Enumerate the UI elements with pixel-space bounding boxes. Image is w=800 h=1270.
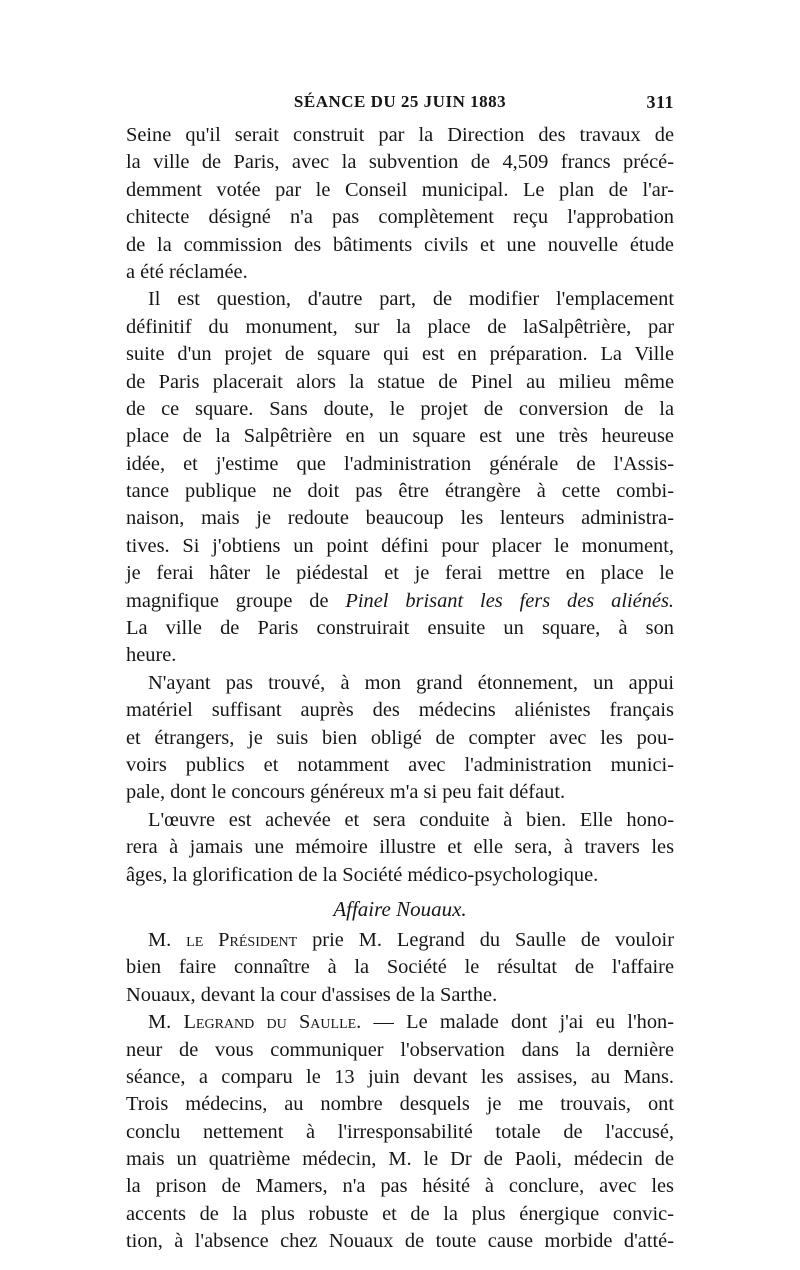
- speaker-name: M. le Président: [148, 928, 298, 951]
- text-line: de la commission des bâtiments civils et une nouvelle étude: [126, 233, 674, 256]
- paragraph-2: [126, 286, 674, 669]
- text-line: naison, mais je redoute beaucoup les lenteurs administra-: [126, 507, 674, 530]
- text-line: a été réclamée.: [126, 260, 248, 283]
- text-line: La ville de Paris construirait ensuite un square, à son: [126, 617, 674, 640]
- text-line: de Paris placerait alors la statue de Pinel au milieu même: [126, 370, 674, 393]
- text-span: — Le malade dont j'ai eu l'hon-: [361, 1011, 675, 1034]
- text-line: mais un quatrième médecin, M. le Dr de Paoli, médecin de: [126, 1148, 674, 1171]
- text-line: tives. Si j'obtiens un point défini pour placer le monument,: [126, 534, 674, 557]
- text-line: accents de la plus robuste et de la plus énergique convic-: [126, 1202, 674, 1225]
- text-line: bien faire connaître à la Société le résultat de l'affaire: [126, 956, 674, 979]
- page-number: 311: [646, 92, 674, 112]
- text-line: pale, dont le concours généreux m'a si peu fait défaut.: [126, 781, 566, 804]
- paragraph-1: [126, 122, 674, 286]
- paragraph-6: [126, 1009, 674, 1256]
- text-line: [126, 1009, 674, 1036]
- text-line: matériel suffisant auprès des médecins aliénistes français: [126, 699, 674, 722]
- text-line: la ville de Paris, avec la subvention de 4,509 francs précé-: [126, 151, 674, 174]
- text-line: suite d'un projet de square qui est en préparation. La Ville: [126, 343, 674, 366]
- paragraph-3: [126, 670, 674, 807]
- text-line: de ce square. Sans doute, le projet de conversion de la: [126, 397, 674, 420]
- speaker-name: M. Legrand du Saulle.: [148, 1011, 362, 1034]
- text-line: je ferai hâter le piédestal et je ferai mettre en place le: [126, 562, 674, 585]
- text-line: tance publique ne doit pas être étrangère à cette combi-: [126, 480, 674, 503]
- paragraph-4: [126, 807, 674, 889]
- text-line: voirs publics et notamment avec l'administration munici-: [126, 753, 674, 776]
- text-span: prie M. Legrand du Saulle de vouloir: [297, 928, 674, 951]
- text-line: âges, la glorification de la Société médico-psychologique.: [126, 863, 599, 886]
- text-line: L'œuvre est achevée et sera conduite à bien. Elle hono-: [148, 808, 674, 831]
- section-title: Affaire Nouaux.: [333, 896, 467, 921]
- text-line: place de la Salpêtrière en un square est une très heureuse: [126, 425, 674, 448]
- text-line: Seine qu'il serait construit par la Direction des travaux de: [126, 124, 674, 146]
- text-line: idée, et j'estime que l'administration générale de l'Assis-: [126, 452, 674, 475]
- text-line: demment votée par le Conseil municipal. Le plan de l'ar-: [126, 178, 674, 201]
- text-line: tion, à l'absence chez Nouaux de toute cause morbide d'atté-: [126, 1230, 674, 1253]
- text-line: la prison de Mamers, n'a pas hésité à conclure, avec les: [126, 1175, 674, 1198]
- text-line: conclu nettement à l'irresponsabilité totale de l'accusé,: [126, 1120, 674, 1143]
- text-line: et étrangers, je suis bien obligé de compter avec les pou-: [126, 726, 674, 749]
- text-line: [126, 927, 674, 954]
- text-line: chitecte désigné n'a pas complètement reçu l'approbation: [126, 206, 674, 229]
- text-line: heure.: [126, 644, 177, 667]
- text-span: magnifique groupe de: [126, 589, 346, 612]
- paragraph-5: [126, 927, 674, 1009]
- text-line: Nouaux, devant la cour d'assises de la Sarthe.: [126, 983, 498, 1006]
- text-line: neur de vous communiquer l'observation dans la dernière: [126, 1038, 674, 1061]
- text-line: N'ayant pas trouvé, à mon grand étonnement, un appui: [148, 671, 674, 694]
- running-title: SÉANCE DU 25 JUIN 1883: [293, 92, 507, 111]
- text-line: Trois médecins, au nombre desquels je me trouvais, ont: [126, 1093, 674, 1116]
- text-line: Il est question, d'autre part, de modifier l'emplacement: [148, 288, 674, 311]
- text-line: [126, 588, 674, 615]
- text-line: séance, a comparu le 13 juin devant les assises, au Mans.: [126, 1065, 674, 1088]
- book-page: [126, 92, 674, 1256]
- artwork-title: Pinel brisant les fers des aliénés.: [345, 589, 674, 612]
- running-head: [126, 92, 674, 118]
- text-line: définitif du monument, sur la place de laSalpêtrière, par: [126, 315, 674, 338]
- text-line: rera à jamais une mémoire illustre et elle sera, à travers les: [126, 836, 674, 859]
